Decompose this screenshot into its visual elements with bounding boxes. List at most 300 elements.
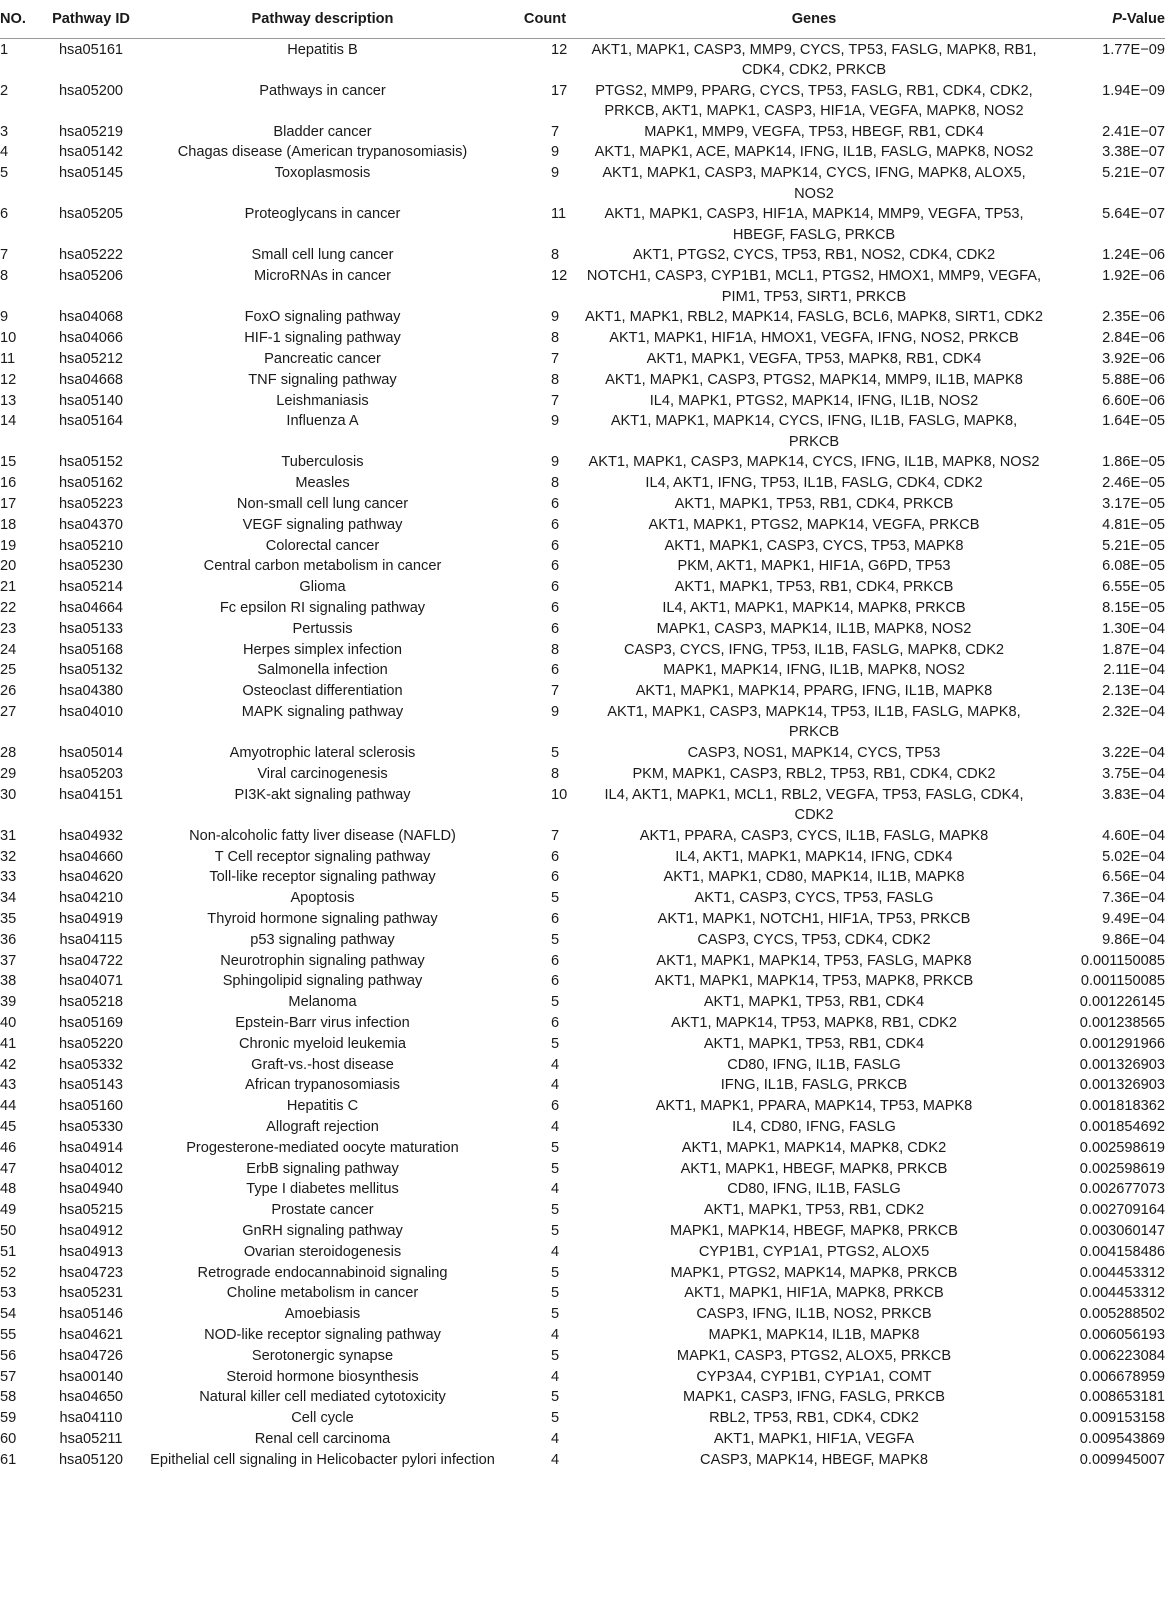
cell-count: 5 <box>551 1222 560 1239</box>
cell-p-value: 0.006056193 <box>1079 1326 1165 1343</box>
header-pathway-description: Pathway description <box>138 0 507 39</box>
cell-p-value: 2.84E−06 <box>1102 330 1165 347</box>
cell-count: 4 <box>551 1181 560 1198</box>
cell-pathway-id: hsa05222 <box>58 247 124 264</box>
cell-pathway-description: GnRH signaling pathway <box>242 1222 403 1239</box>
cell-count: 7 <box>551 683 560 700</box>
cell-count: 7 <box>551 827 560 844</box>
cell-pathway-id: hsa05143 <box>58 1077 124 1094</box>
cell-count: 6 <box>551 1014 560 1031</box>
cell-p-value: 0.001326903 <box>1079 1077 1165 1094</box>
cell-pathway-description: Colorectal cancer <box>265 537 380 554</box>
cell-no: 54 <box>0 1306 17 1323</box>
cell-genes: AKT1, MAPK1, MAPK14, TP53, MAPK8, PRKCB <box>654 973 974 990</box>
cell-count: 4 <box>551 1118 560 1135</box>
cell-p-value: 2.46E−05 <box>1102 475 1165 492</box>
cell-pathway-description: Proteoglycans in cancer <box>244 206 401 223</box>
cell-no: 1 <box>0 41 9 58</box>
cell-pathway-description: Sphingolipid signaling pathway <box>222 973 423 990</box>
cell-pathway-id: hsa04726 <box>58 1347 124 1364</box>
cell-count: 4 <box>551 1243 560 1260</box>
cell-genes: IL4, AKT1, MAPK1, MCL1, RBL2, VEGFA, TP53, FASLG, CDK4, CDK2 <box>604 786 1024 823</box>
cell-no: 28 <box>0 745 17 762</box>
cell-p-value: 0.004453312 <box>1079 1285 1165 1302</box>
cell-genes: MAPK1, PTGS2, MAPK14, MAPK8, PRKCB <box>670 1264 958 1281</box>
cell-p-value: 0.008653181 <box>1079 1389 1165 1406</box>
cell-pathway-id: hsa05332 <box>58 1056 124 1073</box>
cell-pathway-description: Glioma <box>299 579 346 596</box>
cell-count: 6 <box>551 496 560 513</box>
cell-count: 4 <box>551 1077 560 1094</box>
cell-no: 2 <box>0 82 9 99</box>
cell-pathway-id: hsa04012 <box>58 1160 124 1177</box>
table-row <box>0 245 1165 266</box>
cell-pathway-id: hsa05205 <box>58 206 124 223</box>
cell-pathway-description: p53 signaling pathway <box>250 931 395 948</box>
cell-pathway-id: hsa04110 <box>59 1410 123 1427</box>
cell-genes: AKT1, MAPK1, TP53, RB1, CDK4 <box>703 1035 925 1052</box>
cell-p-value: 0.001291966 <box>1079 1035 1165 1052</box>
cell-no: 48 <box>0 1181 17 1198</box>
cell-p-value: 0.005288502 <box>1079 1306 1165 1323</box>
cell-pathway-id: hsa04650 <box>58 1389 124 1406</box>
cell-count: 8 <box>551 371 560 388</box>
table-row <box>0 1116 1165 1137</box>
cell-pathway-description: ErbB signaling pathway <box>246 1160 399 1177</box>
cell-p-value: 1.94E−09 <box>1102 82 1165 99</box>
cell-count: 8 <box>551 765 560 782</box>
cell-p-value: 6.55E−05 <box>1102 579 1165 596</box>
cell-no: 49 <box>0 1202 17 1219</box>
cell-pathway-id: hsa04621 <box>58 1326 124 1343</box>
cell-no: 27 <box>0 704 17 720</box>
cell-p-value: 0.002598619 <box>1079 1160 1165 1177</box>
cell-count: 6 <box>551 952 560 969</box>
cell-pathway-id: hsa05210 <box>58 537 124 554</box>
cell-genes: AKT1, MAPK1, CASP3, CYCS, TP53, MAPK8 <box>664 537 964 554</box>
cell-no: 60 <box>0 1430 17 1447</box>
cell-p-value: 3.38E−07 <box>1102 144 1165 161</box>
cell-count: 7 <box>551 392 560 409</box>
cell-pathway-description: Leishmaniasis <box>276 392 369 409</box>
table-row <box>0 950 1165 971</box>
cell-pathway-id: hsa05212 <box>58 350 124 367</box>
cell-genes: AKT1, MAPK1, TP53, RB1, CDK4, PRKCB <box>674 579 954 596</box>
cell-pathway-id: hsa05164 <box>58 413 124 430</box>
cell-genes: IL4, AKT1, IFNG, TP53, IL1B, FASLG, CDK4, CDK2 <box>645 475 983 492</box>
cell-pathway-description: Apoptosis <box>290 890 355 907</box>
cell-p-value: 1.30E−04 <box>1102 620 1165 637</box>
table-row <box>0 929 1165 950</box>
cell-genes: IL4, AKT1, MAPK1, MAPK14, MAPK8, PRKCB <box>662 600 966 617</box>
cell-no: 23 <box>0 620 17 637</box>
cell-count: 4 <box>551 1056 560 1073</box>
table-row <box>0 784 1165 825</box>
cell-count: 6 <box>551 620 560 637</box>
cell-no: 9 <box>0 309 9 326</box>
header-pathway-id: Pathway ID <box>44 0 138 39</box>
cell-pathway-description: Epithelial cell signaling in Helicobacter pylori infection <box>150 1451 495 1468</box>
cell-pathway-id: hsa04370 <box>58 516 124 533</box>
cell-genes: CASP3, NOS1, MAPK14, CYCS, TP53 <box>687 745 941 762</box>
cell-genes: CASP3, CYCS, IFNG, TP53, IL1B, FASLG, MAPK8, CDK2 <box>623 641 1005 658</box>
cell-pathway-id: hsa05160 <box>58 1098 124 1115</box>
cell-genes: PTGS2, MMP9, PPARG, CYCS, TP53, FASLG, RB1, CDK4, CDK2, PRKCB, AKT1, MAPK1, CASP3, HIF1A, VEGFA, MAPK8, NOS2 <box>595 82 1033 119</box>
cell-pathway-id: hsa04071 <box>58 973 124 990</box>
cell-no: 55 <box>0 1326 17 1343</box>
cell-genes: MAPK1, MAPK14, IFNG, IL1B, MAPK8, NOS2 <box>663 662 965 679</box>
cell-pathway-id: hsa04380 <box>58 683 124 700</box>
cell-genes: AKT1, CASP3, CYCS, TP53, FASLG <box>694 890 934 907</box>
cell-pathway-description: Cell cycle <box>291 1410 354 1427</box>
cell-count: 4 <box>551 1368 560 1385</box>
header-p-rest: -Value <box>1122 11 1165 27</box>
table-row <box>0 1096 1165 1117</box>
table-row <box>0 1345 1165 1366</box>
cell-count: 4 <box>551 1451 560 1468</box>
cell-no: 35 <box>0 910 17 927</box>
cell-genes: AKT1, MAPK1, CASP3, MAPK14, CYCS, IFNG, IL1B, MAPK8, NOS2 <box>588 454 1040 471</box>
cell-pathway-description: Bladder cancer <box>273 123 372 140</box>
cell-pathway-description: Herpes simplex infection <box>243 641 402 658</box>
cell-p-value: 4.81E−05 <box>1102 516 1165 533</box>
cell-p-value: 3.83E−04 <box>1102 786 1165 803</box>
cell-no: 37 <box>0 952 17 969</box>
cell-pathway-id: hsa04912 <box>58 1222 124 1239</box>
cell-no: 18 <box>0 516 17 533</box>
header-p-italic: P <box>1112 11 1122 27</box>
cell-no: 11 <box>0 350 16 367</box>
cell-count: 11 <box>551 206 567 223</box>
cell-genes: AKT1, PTGS2, CYCS, TP53, RB1, NOS2, CDK4, CDK2 <box>632 247 996 264</box>
cell-no: 53 <box>0 1285 17 1302</box>
cell-p-value: 3.22E−04 <box>1102 745 1165 762</box>
table-header <box>0 0 1165 39</box>
cell-pathway-description: Retrograde endocannabinoid signaling <box>197 1264 448 1281</box>
cell-no: 4 <box>0 144 9 161</box>
cell-pathway-id: hsa05200 <box>58 82 124 99</box>
cell-no: 44 <box>0 1098 17 1115</box>
cell-p-value: 5.88E−06 <box>1102 371 1165 388</box>
cell-pathway-description: Pancreatic cancer <box>264 350 381 367</box>
cell-genes: AKT1, MAPK1, TP53, RB1, CDK4 <box>703 994 925 1011</box>
cell-pathway-id: hsa05140 <box>58 392 124 409</box>
cell-genes: MAPK1, CASP3, MAPK14, IL1B, MAPK8, NOS2 <box>656 620 972 637</box>
cell-no: 16 <box>0 475 17 492</box>
header-genes: Genes <box>583 0 1045 39</box>
table-row <box>0 1200 1165 1221</box>
cell-pathway-id: hsa05218 <box>58 994 124 1011</box>
cell-p-value: 0.001226145 <box>1079 994 1165 1011</box>
cell-pathway-id: hsa05211 <box>59 1430 123 1447</box>
cell-count: 5 <box>551 745 560 762</box>
cell-no: 61 <box>0 1451 17 1468</box>
cell-pathway-id: hsa05142 <box>58 144 124 161</box>
cell-pathway-description: NOD-like receptor signaling pathway <box>204 1326 441 1343</box>
cell-no: 58 <box>0 1389 17 1406</box>
cell-no: 17 <box>0 496 17 513</box>
cell-pathway-id: hsa00140 <box>58 1368 124 1385</box>
cell-no: 29 <box>0 765 17 782</box>
cell-p-value: 3.92E−06 <box>1102 350 1165 367</box>
cell-pathway-description: Amyotrophic lateral sclerosis <box>229 745 416 762</box>
cell-pathway-description: Viral carcinogenesis <box>257 765 388 782</box>
cell-p-value: 2.11E−04 <box>1103 662 1165 679</box>
cell-no: 41 <box>0 1035 17 1052</box>
cell-p-value: 6.56E−04 <box>1102 869 1165 886</box>
cell-pathway-id: hsa04914 <box>58 1139 124 1156</box>
cell-pathway-id: hsa04066 <box>58 330 124 347</box>
cell-no: 15 <box>0 454 17 471</box>
cell-count: 8 <box>551 475 560 492</box>
cell-no: 45 <box>0 1118 17 1135</box>
cell-genes: AKT1, MAPK1, CD80, MAPK14, IL1B, MAPK8 <box>663 869 965 886</box>
cell-genes: IL4, MAPK1, PTGS2, MAPK14, IFNG, IL1B, NOS2 <box>649 392 979 409</box>
cell-pathway-description: Hepatitis B <box>287 41 358 58</box>
cell-pathway-id: hsa04068 <box>58 309 124 326</box>
table-row <box>0 1366 1165 1387</box>
cell-genes: IL4, AKT1, MAPK1, MAPK14, IFNG, CDK4 <box>675 848 953 865</box>
cell-genes: AKT1, MAPK1, MAPK14, PPARG, IFNG, IL1B, MAPK8 <box>635 683 993 700</box>
cell-pathway-id: hsa05214 <box>58 579 124 596</box>
cell-no: 56 <box>0 1347 17 1364</box>
cell-pathway-description: Melanoma <box>288 994 357 1011</box>
cell-pathway-id: hsa05231 <box>58 1285 124 1302</box>
cell-genes: AKT1, MAPK1, VEGFA, TP53, MAPK8, RB1, CDK4 <box>646 350 982 367</box>
cell-p-value: 0.001150085 <box>1080 973 1165 990</box>
cell-pathway-id: hsa04722 <box>58 952 124 969</box>
table-row <box>0 618 1165 639</box>
cell-no: 40 <box>0 1014 17 1031</box>
cell-p-value: 6.08E−05 <box>1102 558 1165 575</box>
cell-p-value: 1.77E−09 <box>1102 41 1165 58</box>
cell-pathway-description: Toll-like receptor signaling pathway <box>209 869 436 886</box>
table-row <box>0 763 1165 784</box>
cell-genes: AKT1, MAPK1, HIF1A, VEGFA <box>713 1430 915 1447</box>
cell-no: 3 <box>0 123 9 140</box>
cell-no: 50 <box>0 1222 17 1239</box>
cell-pathway-id: hsa05219 <box>58 123 124 140</box>
cell-no: 57 <box>0 1368 17 1385</box>
cell-pathway-id: hsa05230 <box>58 558 124 575</box>
cell-genes: CASP3, MAPK14, HBEGF, MAPK8 <box>700 1451 928 1468</box>
cell-pathway-description: Ovarian steroidogenesis <box>243 1243 402 1260</box>
table-row <box>0 535 1165 556</box>
table-row <box>0 348 1165 369</box>
cell-p-value: 0.002677073 <box>1079 1181 1165 1198</box>
table-row <box>0 1324 1165 1345</box>
cell-no: 38 <box>0 973 17 990</box>
cell-pathway-description: Tuberculosis <box>281 454 364 471</box>
cell-genes: AKT1, MAPK1, CASP3, MMP9, CYCS, TP53, FASLG, MAPK8, RB1, CDK4, CDK2, PRKCB <box>591 41 1037 78</box>
cell-genes: AKT1, MAPK1, MAPK14, TP53, FASLG, MAPK8 <box>656 952 972 969</box>
cell-genes: AKT1, MAPK1, MAPK14, CYCS, IFNG, IL1B, FASLG, MAPK8, PRKCB <box>610 413 1018 450</box>
cell-pathway-description: PI3K-akt signaling pathway <box>234 786 411 803</box>
cell-p-value: 6.60E−06 <box>1102 392 1165 409</box>
cell-pathway-id: hsa04723 <box>58 1264 124 1281</box>
cell-p-value: 0.001818362 <box>1079 1098 1165 1115</box>
cell-pathway-description: FoxO signaling pathway <box>244 309 401 326</box>
cell-no: 5 <box>0 165 9 182</box>
cell-pathway-id: hsa05133 <box>58 620 124 637</box>
cell-count: 5 <box>551 994 560 1011</box>
cell-pathway-id: hsa04932 <box>58 827 124 844</box>
cell-p-value: 2.35E−06 <box>1102 309 1165 326</box>
table-row <box>0 743 1165 764</box>
cell-no: 47 <box>0 1160 17 1177</box>
cell-pathway-description: Neurotrophin signaling pathway <box>220 952 425 969</box>
cell-p-value: 0.006223084 <box>1079 1347 1165 1364</box>
cell-pathway-description: Serotonergic synapse <box>251 1347 394 1364</box>
header-row <box>0 0 1165 39</box>
cell-genes: CD80, IFNG, IL1B, FASLG <box>727 1056 901 1073</box>
cell-p-value: 0.001326903 <box>1079 1056 1165 1073</box>
cell-genes: IL4, CD80, IFNG, FASLG <box>732 1118 896 1135</box>
cell-no: 10 <box>0 330 17 347</box>
cell-count: 5 <box>551 1035 560 1052</box>
cell-no: 52 <box>0 1264 17 1281</box>
cell-no: 21 <box>0 579 17 596</box>
table-row <box>0 121 1165 142</box>
cell-genes: AKT1, MAPK1, ACE, MAPK14, IFNG, IL1B, FASLG, MAPK8, NOS2 <box>594 144 1034 161</box>
cell-pathway-id: hsa05169 <box>58 1014 124 1031</box>
cell-count: 6 <box>551 848 560 865</box>
cell-p-value: 0.004453312 <box>1079 1264 1165 1281</box>
table-row <box>0 1304 1165 1325</box>
cell-pathway-description: Pertussis <box>292 620 353 637</box>
table-row <box>0 992 1165 1013</box>
cell-pathway-id: hsa05145 <box>58 165 124 182</box>
cell-pathway-id: hsa05220 <box>58 1035 124 1052</box>
cell-pathway-description: Steroid hormone biosynthesis <box>226 1368 419 1385</box>
cell-pathway-id: hsa05206 <box>58 268 124 285</box>
cell-genes: AKT1, MAPK1, HIF1A, HMOX1, VEGFA, IFNG, NOS2, PRKCB <box>609 330 1019 347</box>
cell-pathway-id: hsa05215 <box>58 1202 124 1219</box>
cell-p-value: 3.17E−05 <box>1102 496 1165 513</box>
cell-pathway-description: HIF-1 signaling pathway <box>244 330 401 347</box>
cell-count: 6 <box>551 973 560 990</box>
cell-pathway-description: Pathways in cancer <box>259 82 386 99</box>
cell-count: 6 <box>551 662 560 679</box>
table-row <box>0 452 1165 473</box>
cell-pathway-id: hsa05161 <box>58 41 124 58</box>
cell-genes: AKT1, MAPK1, HIF1A, MAPK8, PRKCB <box>684 1285 944 1302</box>
table-row <box>0 1408 1165 1429</box>
cell-pathway-description: Fc epsilon RI signaling pathway <box>219 600 426 617</box>
cell-p-value: 0.009945007 <box>1079 1451 1165 1468</box>
cell-no: 39 <box>0 994 17 1011</box>
cell-pathway-description: Non-small cell lung cancer <box>236 496 409 513</box>
cell-pathway-id: hsa04115 <box>59 931 123 948</box>
table-row <box>0 1054 1165 1075</box>
cell-pathway-id: hsa04940 <box>58 1181 124 1198</box>
table-row <box>0 142 1165 163</box>
cell-pathway-id: hsa05203 <box>58 765 124 782</box>
cell-p-value: 8.15E−05 <box>1102 600 1165 617</box>
table-row <box>0 1179 1165 1200</box>
cell-no: 14 <box>0 413 17 430</box>
table-row <box>0 328 1165 349</box>
cell-pathway-description: Chagas disease (American trypanosomiasis) <box>177 144 468 161</box>
table-row <box>0 846 1165 867</box>
cell-count: 6 <box>551 537 560 554</box>
cell-genes: AKT1, MAPK1, PTGS2, MAPK14, VEGFA, PRKCB <box>648 516 980 533</box>
table-row <box>0 1283 1165 1304</box>
cell-no: 25 <box>0 662 17 679</box>
cell-pathway-id: hsa05223 <box>58 496 124 513</box>
cell-genes: RBL2, TP53, RB1, CDK4, CDK2 <box>709 1410 919 1427</box>
cell-p-value: 3.75E−04 <box>1102 765 1165 782</box>
cell-count: 8 <box>551 330 560 347</box>
cell-genes: AKT1, MAPK1, TP53, RB1, CDK2 <box>703 1202 925 1219</box>
cell-pathway-description: Central carbon metabolism in cancer <box>203 558 442 575</box>
cell-p-value: 9.86E−04 <box>1102 931 1165 948</box>
cell-count: 9 <box>551 144 560 161</box>
cell-no: 26 <box>0 683 17 700</box>
cell-count: 6 <box>551 579 560 596</box>
cell-genes: MAPK1, MAPK14, HBEGF, MAPK8, PRKCB <box>670 1222 958 1239</box>
cell-count: 5 <box>551 1139 560 1156</box>
cell-no: 59 <box>0 1410 17 1427</box>
table-row <box>0 1428 1165 1449</box>
cell-count: 6 <box>551 558 560 575</box>
cell-count: 8 <box>551 641 560 658</box>
cell-count: 5 <box>551 1160 560 1177</box>
header-p-value <box>1045 0 1165 39</box>
cell-genes: AKT1, MAPK1, CASP3, HIF1A, MAPK14, MMP9, VEGFA, TP53, HBEGF, FASLG, PRKCB <box>604 206 1024 243</box>
cell-p-value: 5.64E−07 <box>1102 206 1165 223</box>
table-row <box>0 411 1165 452</box>
cell-count: 8 <box>551 247 560 264</box>
cell-p-value: 0.009153158 <box>1079 1410 1165 1427</box>
table-row <box>0 1220 1165 1241</box>
cell-no: 7 <box>0 247 9 264</box>
header-count: Count <box>507 0 583 39</box>
cell-genes: PKM, AKT1, MAPK1, HIF1A, G6PD, TP53 <box>677 558 951 575</box>
cell-no: 42 <box>0 1056 17 1073</box>
cell-pathway-description: MAPK signaling pathway <box>241 704 404 720</box>
table-row <box>0 1033 1165 1054</box>
cell-genes: CASP3, CYCS, TP53, CDK4, CDK2 <box>697 931 931 948</box>
cell-p-value: 0.009543869 <box>1079 1430 1165 1447</box>
cell-no: 22 <box>0 600 17 617</box>
cell-pathway-description: Allograft rejection <box>266 1118 379 1135</box>
cell-p-value: 0.006678959 <box>1079 1368 1165 1385</box>
cell-count: 9 <box>551 165 560 182</box>
cell-count: 9 <box>551 704 560 720</box>
cell-genes: MAPK1, MAPK14, IL1B, MAPK8 <box>708 1326 920 1343</box>
cell-pathway-id: hsa04919 <box>58 910 124 927</box>
cell-pathway-description: Hepatitis C <box>286 1098 359 1115</box>
cell-no: 19 <box>0 537 17 554</box>
cell-genes: NOTCH1, CASP3, CYP1B1, MCL1, PTGS2, HMOX1, MMP9, VEGFA, PIM1, TP53, SIRT1, PRKCB <box>586 268 1042 305</box>
table-row <box>0 971 1165 992</box>
cell-pathway-id: hsa04668 <box>58 371 124 388</box>
table-row <box>0 204 1165 245</box>
cell-pathway-description: Osteoclast differentiation <box>242 683 403 700</box>
table-row <box>0 514 1165 535</box>
cell-no: 8 <box>0 268 9 285</box>
table-row <box>0 1262 1165 1283</box>
cell-count: 6 <box>551 869 560 886</box>
table-row <box>0 639 1165 660</box>
table-row <box>0 307 1165 328</box>
table-row <box>0 681 1165 702</box>
cell-genes: CD80, IFNG, IL1B, FASLG <box>727 1181 901 1198</box>
cell-count: 5 <box>551 1285 560 1302</box>
cell-count: 5 <box>551 1306 560 1323</box>
cell-genes: CYP3A4, CYP1B1, CYP1A1, COMT <box>696 1368 932 1385</box>
